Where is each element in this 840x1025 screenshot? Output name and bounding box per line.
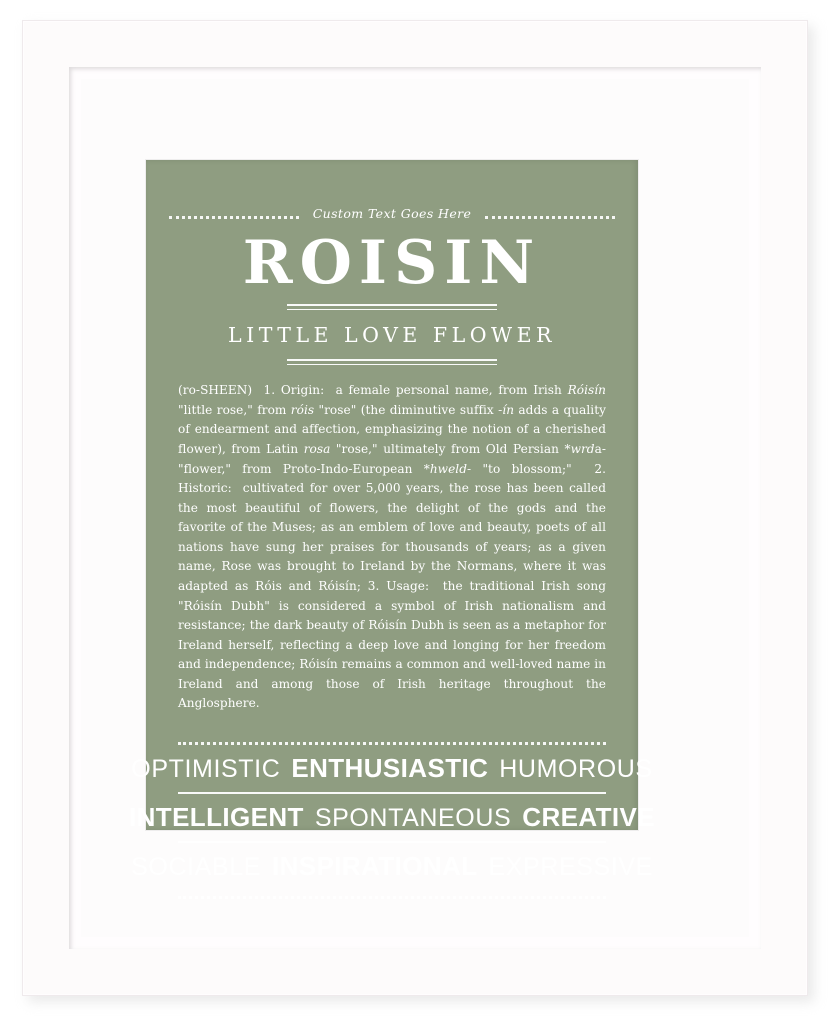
trait-word: OPTIMISTIC [131,755,281,784]
custom-text-row [176,206,608,221]
dotted-rule-traits-top [178,736,606,745]
divider-traits-1 [178,792,606,794]
trait-row [128,802,656,833]
trait-word: HUMOROUS [499,755,653,784]
trait-word: ENTHUSIASTIC [291,753,489,784]
art-print [128,160,656,882]
trait-word: SPONTANEOUS [314,804,512,833]
dotted-rule-left [169,208,299,219]
name-meaning: LITTLE LOVE FLOWER [228,323,556,348]
definition-text: (ro-SHEEN) 1. Origin: a female personal name, from Irish Róisín "little rose," from róis "rose" (the diminutive suffix -ín adds a quality of endearment and affection, emphasizing the notion of a cherished flower), from Latin rosa "rose," ultimately from Old Persian *wrda- "flower," from Proto-Indo-European *hweld- "to blossom;" 2. Historic: cultivated for over 5,000 years, the rose has been called the most beautiful of flowers, the delight of the gods and the favorite of the Muses; as an emblem of love and beauty, poets of all nations have sung her praises for thousands of years; as a given name, Rose was brought to Ireland by the Normans, where it was adapted as Róis and Róisín; 3. Usage: the traditional Irish song "Róisín Dubh" is considered a symbol of Irish nationalism and resistance; the dark beauty of Róisín Dubh is seen as a metaphor for Ireland herself, reflecting a deep love and longing for her freedom and independence; Róisín remains a common and well-loved name in Ireland and among those of Irish heritage throughout the Anglosphere. [178,383,606,711]
trait-word: CREATIVE [522,802,656,833]
trait-row [131,753,653,784]
trait-word: INSPIRATIONAL [271,851,478,882]
divider-double-bottom [287,359,497,365]
trait-word: SOCIABLE [131,853,261,882]
divider-double-top [287,304,497,310]
trait-word: EXPRESSIVE [488,853,653,882]
trait-row [131,851,653,882]
traits-block [128,736,656,899]
trait-word: INTELLIGENT [128,802,304,833]
dotted-rule-traits-bottom [178,890,606,899]
name-title: ROISIN [242,228,542,298]
dotted-rule-right [485,208,615,219]
custom-text: Custom Text Goes Here [312,206,472,221]
divider-traits-2 [178,841,606,843]
